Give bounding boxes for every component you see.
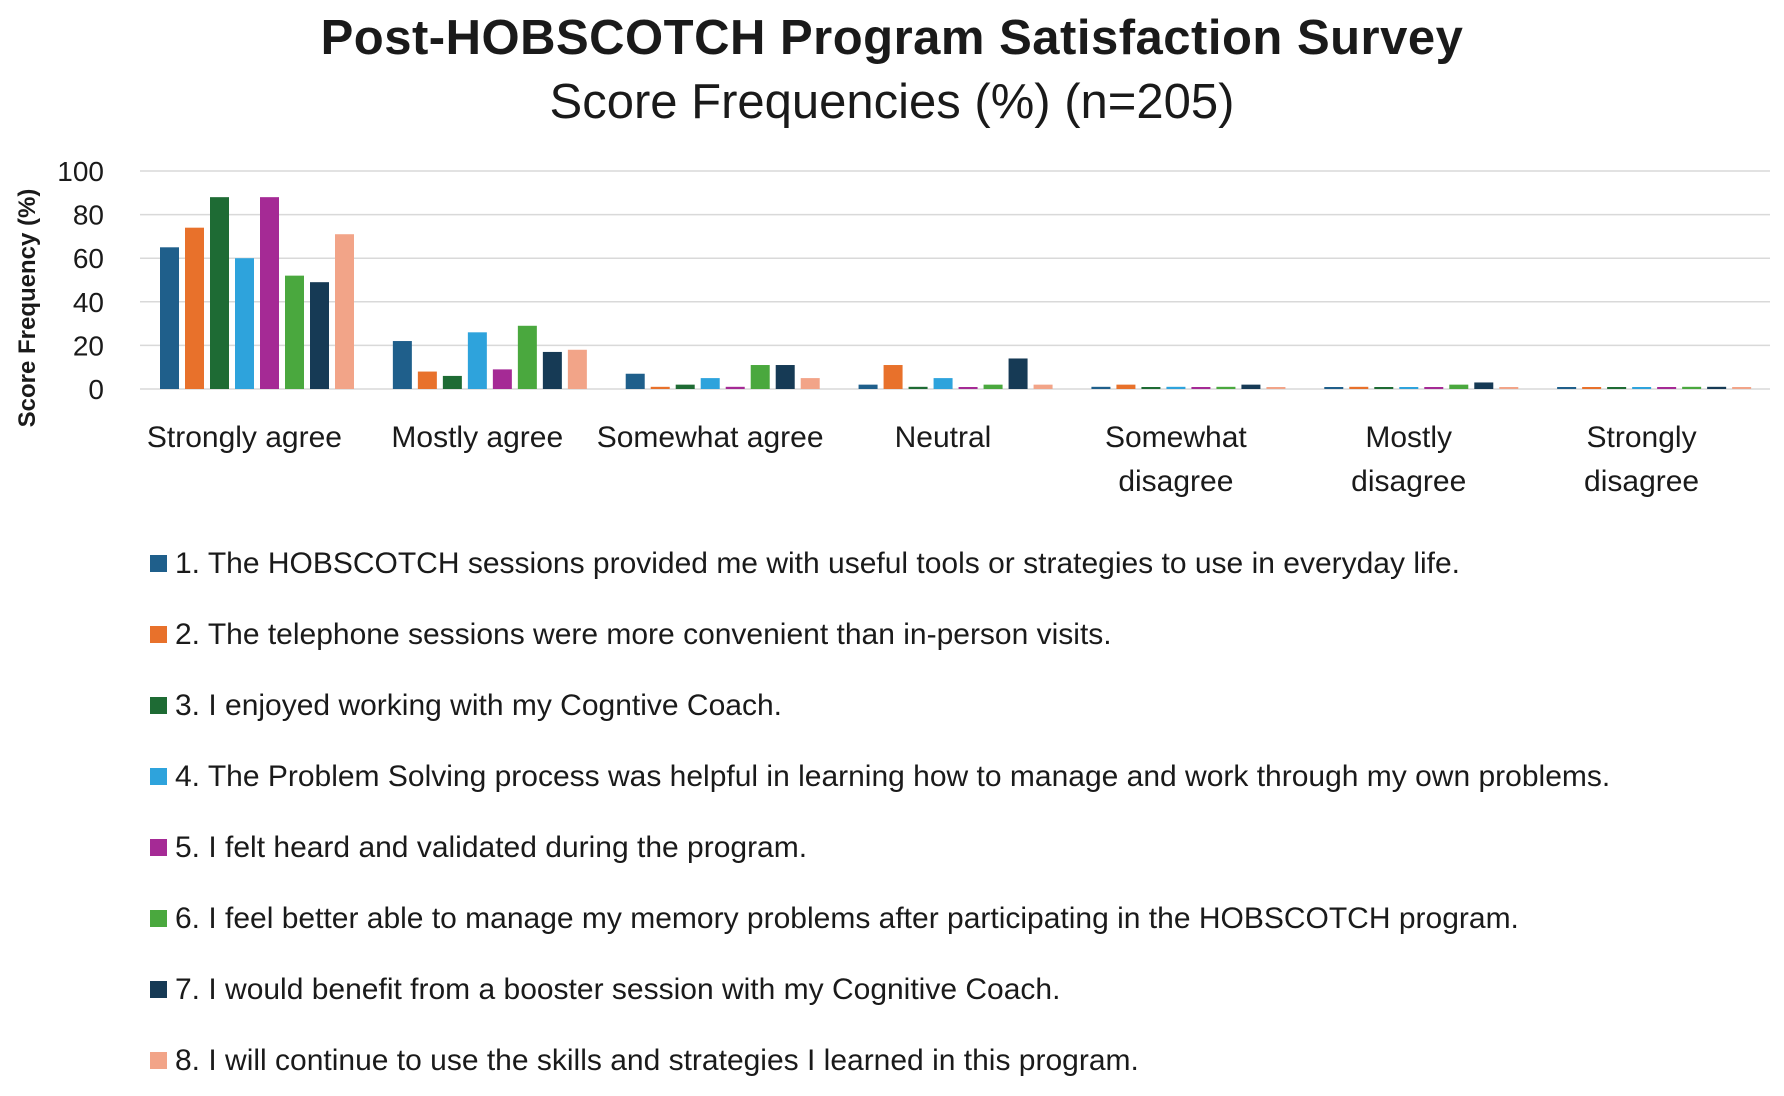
bar-series-3-mostly-disagree (1374, 387, 1393, 389)
legend-item (150, 670, 1780, 741)
legend-swatch (150, 910, 167, 927)
y-tick-label: 60 (72, 243, 104, 275)
bar-series-3-somewhat-agree (676, 385, 695, 389)
legend-item (150, 954, 1780, 1025)
bar-series-2-mostly-disagree (1349, 387, 1368, 389)
bar-series-4-somewhat-disagree (1166, 387, 1185, 389)
bar-series-6-neutral (984, 385, 1003, 389)
gridlines (140, 171, 1770, 389)
y-tick-label: 40 (72, 286, 104, 318)
bar-series-4-strongly-disagree (1632, 387, 1651, 389)
bar-series-5-neutral (959, 387, 978, 389)
x-axis-labels (147, 421, 1699, 498)
legend-swatch (150, 626, 167, 643)
bar-series-6-somewhat-disagree (1216, 387, 1235, 389)
legend-label: 1. The HOBSCOTCH sessions provided me with useful tools or strategies to use in everyday life. (175, 546, 1461, 580)
bar-series-1-somewhat-disagree (1091, 387, 1110, 389)
bar-series-2-strongly-disagree (1582, 387, 1601, 389)
x-tick-label: Somewhat agree (596, 421, 824, 454)
legend-label: 8. I will continue to use the skills and strategies I learned in this program. (175, 1043, 1139, 1077)
bar-series-3-somewhat-disagree (1141, 387, 1160, 389)
legend-label: 3. I enjoyed working with my Cogntive Coach. (175, 688, 782, 722)
bar-series-5-somewhat-agree (726, 387, 745, 389)
bar-series-1-somewhat-agree (626, 374, 645, 389)
legend-label: 7. I would benefit from a booster session with my Cognitive Coach. (175, 972, 1061, 1006)
bar-series-6-strongly-disagree (1682, 387, 1701, 389)
bar-series-8-mostly-agree (568, 350, 587, 389)
legend-swatch (150, 555, 167, 572)
bar-series-3-mostly-agree (443, 376, 462, 389)
bar-chart (0, 0, 1784, 520)
bar-series-8-mostly-disagree (1499, 387, 1518, 389)
x-tick-label: Neutral (894, 421, 992, 454)
bar-series-5-mostly-disagree (1424, 387, 1443, 389)
x-tick-label: Strongly agree (146, 421, 342, 454)
y-axis-ticks (57, 156, 104, 405)
bar-series-6-mostly-disagree (1449, 385, 1468, 389)
bar-series-5-somewhat-disagree (1191, 387, 1210, 389)
bar-series-4-mostly-disagree (1399, 387, 1418, 389)
bar-series-5-strongly-disagree (1657, 387, 1676, 389)
chart-title: Post-HOBSCOTCH Program Satisfaction Survey (320, 11, 1464, 65)
legend-label: 2. The telephone sessions were more convenient than in-person visits. (175, 617, 1112, 651)
legend-item (150, 1025, 1780, 1096)
legend-item (150, 812, 1780, 883)
bar-series-4-mostly-agree (468, 332, 487, 389)
bar-series-2-neutral (884, 365, 903, 389)
legend-label: 6. I feel better able to manage my memory problems after participating in the HOBSCOTCH program. (175, 901, 1519, 935)
x-tick-label: Somewhat disagree (1104, 421, 1247, 498)
bar-series-7-strongly-agree (310, 282, 329, 389)
legend-item (150, 528, 1780, 599)
legend-swatch (150, 768, 167, 785)
bars (160, 197, 1751, 389)
bar-series-4-somewhat-agree (701, 378, 720, 389)
bar-series-1-strongly-agree (160, 247, 179, 389)
bar-series-7-mostly-disagree (1474, 382, 1493, 389)
legend-item (150, 741, 1780, 812)
bar-series-8-somewhat-agree (801, 378, 820, 389)
bar-series-7-neutral (1009, 358, 1028, 389)
bar-series-1-neutral (859, 385, 878, 389)
bar-series-3-neutral (909, 387, 928, 389)
chart-subtitle: Score Frequencies (%) (n=205) (549, 75, 1235, 129)
bar-series-2-mostly-agree (418, 372, 437, 389)
bar-series-8-strongly-disagree (1732, 387, 1751, 389)
legend-swatch (150, 697, 167, 714)
y-tick-label: 80 (72, 199, 104, 231)
bar-series-5-mostly-agree (493, 369, 512, 389)
bar-series-8-somewhat-disagree (1266, 387, 1285, 389)
chart-legend (150, 528, 1780, 1096)
legend-swatch (150, 981, 167, 998)
bar-series-2-somewhat-disagree (1116, 385, 1135, 389)
legend-swatch (150, 1052, 167, 1069)
bar-series-1-mostly-agree (393, 341, 412, 389)
bar-series-5-strongly-agree (260, 197, 279, 389)
legend-swatch (150, 839, 167, 856)
bar-series-2-somewhat-agree (651, 387, 670, 389)
bar-series-4-neutral (934, 378, 953, 389)
bar-series-6-strongly-agree (285, 276, 304, 389)
bar-series-7-somewhat-agree (776, 365, 795, 389)
bar-series-8-neutral (1034, 385, 1053, 389)
y-tick-label: 20 (72, 330, 104, 362)
legend-label: 4. The Problem Solving process was helpful in learning how to manage and work through my own problems. (175, 759, 1611, 793)
bar-series-6-somewhat-agree (751, 365, 770, 389)
y-axis-title: Score Frequency (%) (14, 188, 41, 428)
bar-series-7-strongly-disagree (1707, 387, 1726, 389)
legend-item (150, 599, 1780, 670)
y-tick-label: 100 (57, 156, 104, 187)
x-tick-label: Mostly agree (391, 421, 564, 454)
bar-series-6-mostly-agree (518, 326, 537, 389)
x-tick-label: Strongly disagree (1584, 421, 1700, 498)
legend-label: 5. I felt heard and validated during the program. (175, 830, 808, 864)
x-tick-label: Mostly disagree (1351, 421, 1467, 498)
bar-series-3-strongly-disagree (1607, 387, 1626, 389)
bar-series-7-somewhat-disagree (1241, 385, 1260, 389)
bar-series-7-mostly-agree (543, 352, 562, 389)
y-tick-label: 0 (88, 374, 104, 405)
legend-item (150, 883, 1780, 954)
bar-series-1-strongly-disagree (1557, 387, 1576, 389)
bar-series-8-strongly-agree (335, 234, 354, 389)
bar-series-4-strongly-agree (235, 258, 254, 389)
bar-series-2-strongly-agree (185, 228, 204, 389)
bar-series-3-strongly-agree (210, 197, 229, 389)
bar-series-1-mostly-disagree (1324, 387, 1343, 389)
